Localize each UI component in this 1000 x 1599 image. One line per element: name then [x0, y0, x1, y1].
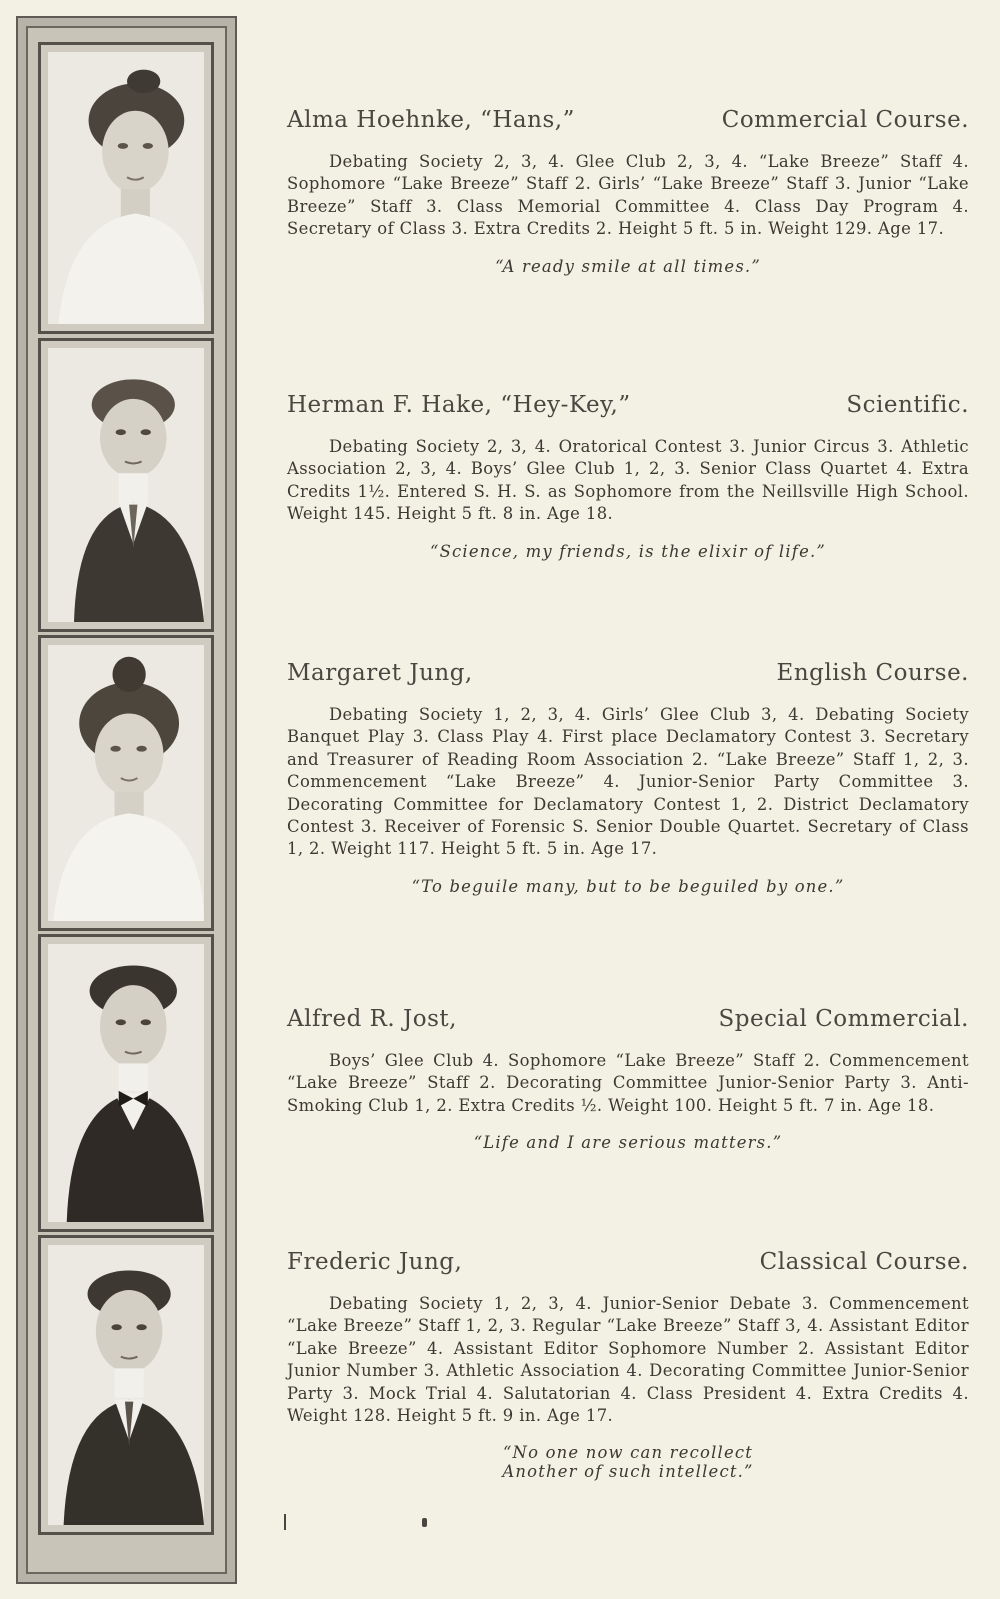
student-entry [287, 660, 969, 896]
entry-heading [287, 660, 969, 690]
student-name: Margaret Jung, [287, 660, 473, 686]
student-entry [287, 1006, 969, 1152]
entry-heading [287, 392, 969, 422]
student-quote: “A ready smile at all times.” [495, 256, 761, 276]
student-name: Alfred R. Jost, [287, 1006, 457, 1032]
portrait-frame-alma-hoehnke [38, 42, 214, 334]
portrait-margaret-jung [48, 645, 204, 921]
portrait-frame-alfred-jost [38, 934, 214, 1232]
student-entry [287, 392, 969, 561]
student-quote: “To beguile many, but to be beguiled by one.” [411, 876, 845, 896]
portrait-frederic-jung [48, 1245, 204, 1525]
photo-frame-strip [16, 16, 237, 1584]
student-record: Debating Society 2, 3, 4. Glee Club 2, 3, 4. “Lake Breeze” Staff 4. Sophomore “Lake Breeze” Staff 2. Girls’ “Lake Breeze” Staff 3. Junior “Lake Breeze” Staff 3. Class Memorial Committee 4. Class Day Program 4. Secretary of Class 3. Extra Credits 2. Height 5 ft. 5 in. Weight 129. Age 17. [287, 152, 969, 239]
entry-heading [287, 107, 969, 137]
print-mark [284, 1514, 286, 1530]
student-quote: “No one now can recollect Another of such intellect.” [502, 1443, 754, 1482]
course-name: Commercial Course. [721, 107, 969, 133]
course-name: Scientific. [846, 392, 969, 418]
student-record: Boys’ Glee Club 4. Sophomore “Lake Breeze” Staff 2. Commencement “Lake Breeze” Staff 2. Decorating Committee Junior-Senior Party 3. Anti-Smoking Club 1, 2. Extra Credits ½. Weight 100. Height 5 ft. 7 in. Age 18. [287, 1051, 969, 1115]
print-mark [422, 1518, 427, 1527]
entry-heading [287, 1249, 969, 1279]
course-name: Classical Course. [759, 1249, 969, 1275]
student-name: Frederic Jung, [287, 1249, 463, 1275]
portrait-frame-frederic-jung [38, 1235, 214, 1535]
student-name: Alma Hoehnke, “Hans,” [287, 107, 575, 133]
student-record: Debating Society 2, 3, 4. Oratorical Contest 3. Junior Circus 3. Athletic Association 2, 3, 4. Boys’ Glee Club 1, 2, 3. Senior Class Quartet 4. Extra Credits 1½. Entered S. H. S. as Sophomore from the Neillsville High School. Weight 145. Height 5 ft. 8 in. Age 18. [287, 437, 969, 524]
portrait-frame-herman-hake [38, 338, 214, 632]
portrait-alfred-jost [48, 944, 204, 1222]
student-name: Herman F. Hake, “Hey-Key,” [287, 392, 631, 418]
student-record: Debating Society 1, 2, 3, 4. Girls’ Glee Club 3, 4. Debating Society Banquet Play 3. Class Play 4. First place Declamatory Contest 3. Secretary and Treasurer of Reading Room Association 2. “Lake Breeze” Staff 1, 2, 3. Commencement “Lake Breeze” 4. Junior-Senior Party Committee 3. Decorating Committee for Declamatory Contest 1, 2. District Declamatory Contest 3. Receiver of Forensic S. Senior Double Quartet. Secretary of Class 1, 2. Weight 117. Height 5 ft. 5 in. Age 17. [287, 705, 969, 859]
course-name: English Course. [776, 660, 969, 686]
course-name: Special Commercial. [718, 1006, 969, 1032]
entry-heading [287, 1006, 969, 1036]
student-quote: “Science, my friends, is the elixir of life.” [430, 541, 826, 561]
student-entry [287, 107, 969, 276]
student-quote: “Life and I are serious matters.” [473, 1133, 783, 1153]
student-entry [287, 1249, 969, 1481]
portrait-frame-margaret-jung [38, 635, 214, 931]
portrait-herman-hake [48, 348, 204, 622]
portrait-alma-hoehnke [48, 52, 204, 324]
student-record: Debating Society 1, 2, 3, 4. Junior-Senior Debate 3. Commencement “Lake Breeze” Staff 1, 2, 3. Regular “Lake Breeze” Staff 3, 4. Assistant Editor “Lake Breeze” 4. Assistant Editor Sophomore Number 2. Assistant Editor Junior Number 3. Athletic Association 4. Decorating Committee Junior-Senior Party 3. Mock Trial 4. Salutatorian 4. Class President 4. Extra Credits 4. Weight 128. Height 5 ft. 9 in. Age 17. [287, 1294, 969, 1426]
